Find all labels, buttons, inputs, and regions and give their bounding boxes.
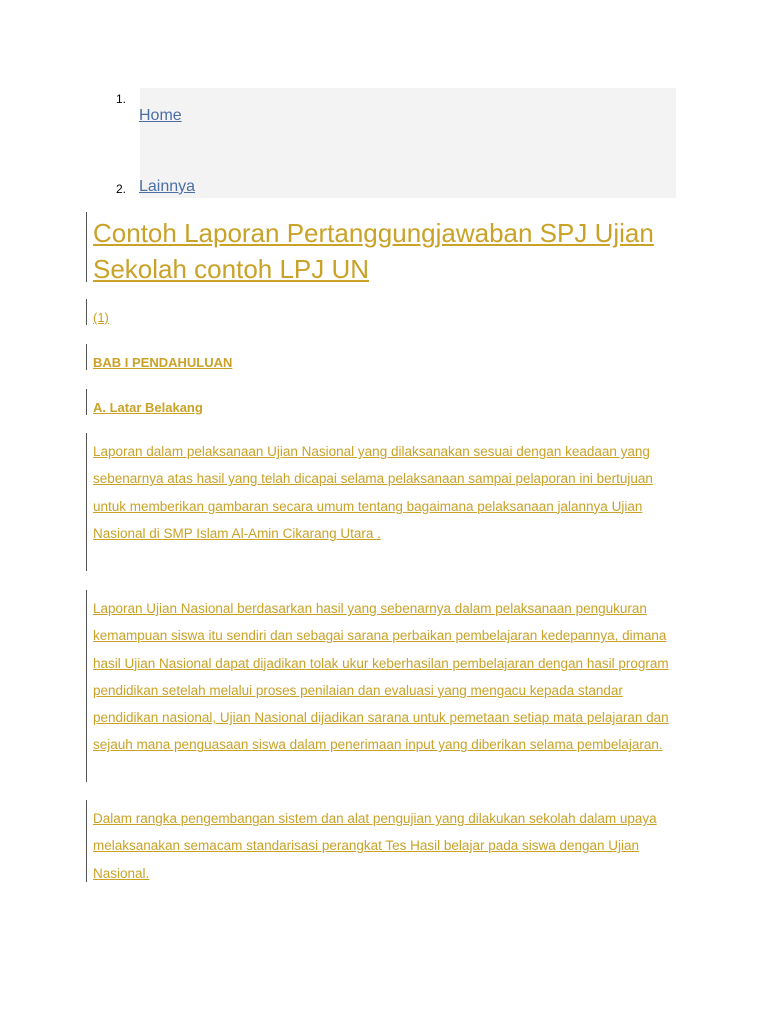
nav-item-lainnya[interactable]: Lainnya [139,178,196,195]
article-title[interactable]: Contoh Laporan Pertanggungjawaban SPJ Ujian Sekolah contoh LPJ UN [93,218,654,284]
chapter-heading[interactable]: BAB I PENDAHULUAN [93,355,233,370]
paragraph-block-3 [86,800,683,882]
paragraph-block-1 [86,433,683,571]
nav-gap [116,126,140,162]
title-block [86,212,683,282]
section-block [86,389,203,415]
paragraph-2[interactable]: Laporan Ujian Nasional berdasarkan hasil yang sebenarnya dalam pelaksanaan pengukuran kemampuan siswa itu sendiri dan sebagai sarana perbaikan pembelajaran kedepannya, dimana hasil Ujian Nasional dapat dijadikan tolak ukur keberhasilan pembelajaran dengan hasil program pendidikan setelah melalui proses penilaian dan evaluasi yang mengacu kepada standar pendidikan nasional, Ujian Nasional dijadikan sarana untuk pemetaan setiap mata pelajaran dan sejauh mana penguasaan siswa dalam penerimaan input yang diberikan selama pembelajaran. [93,601,669,753]
nav-number-2: 2. [116,182,127,196]
nav-background [140,88,676,198]
nav-list [116,88,676,198]
nav-number-1: 1. [116,92,127,106]
nav-item-home[interactable]: Home [139,107,182,124]
paragraph-3[interactable]: Dalam rangka pengembangan sistem dan alat pengujian yang dilakukan sekolah dalam upaya melaksanakan semacam standarisasi perangkat Tes Hasil belajar pada siswa dengan Ujian Nasional. [93,811,657,881]
ref-block [86,299,109,325]
chapter-block [86,344,232,370]
ref-link[interactable]: (1) [93,310,109,325]
paragraph-1[interactable]: Laporan dalam pelaksanaan Ujian Nasional yang dilaksanakan sesuai dengan keadaan yang sebenarnya atas hasil yang telah dicapai selama pelaksanaan sampai pelaporan ini bertujuan untuk memberikan gambaran secara umum tentang bagaimana pelaksanaan jalannya Ujian Nasional di SMP Islam Al-Amin Cikarang Utara . [93,444,653,541]
paragraph-block-2 [86,590,683,782]
section-heading[interactable]: A. Latar Belakang [93,400,203,415]
